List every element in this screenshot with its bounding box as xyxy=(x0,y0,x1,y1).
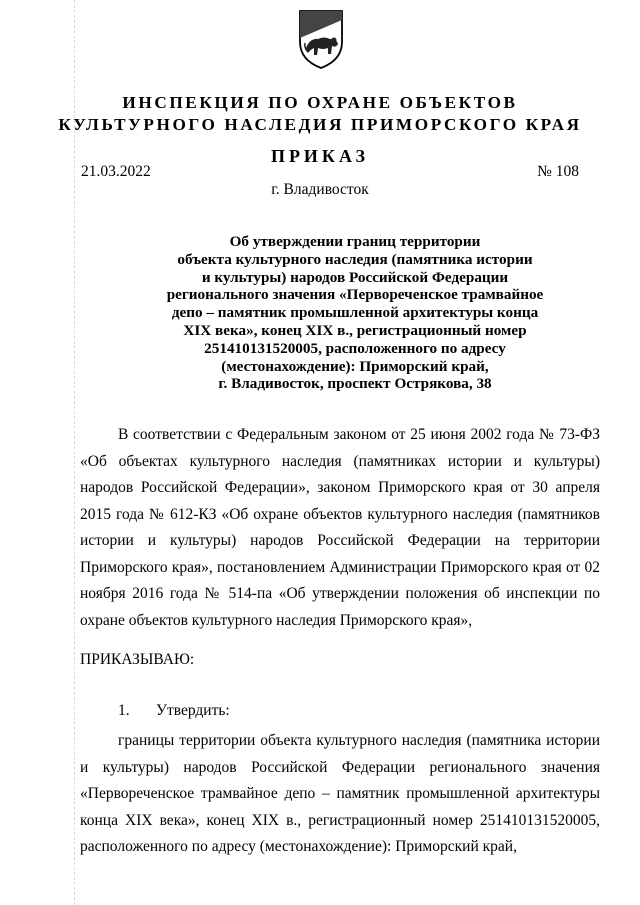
organization-title xyxy=(0,92,640,136)
subject-line: объекта культурного наследия (памятника истории xyxy=(177,250,533,268)
preamble-paragraph: В соответствии с Федеральным законом от 25 июня 2002 года № 73-ФЗ «Об объектах культурного наследия (памятниках истории и культуры) народов Российской Федерации», законом Приморского края от 30 апреля 2015 года № 612-КЗ «Об охране объектов культурного наследия (памятников истории и культуры) народов Российской Федерации на территории Приморского края», постановлением Администрации Приморского края от 02 ноября 2016 года № 514-па «Об утверждении положения об инспекции по охране объектов культурного наследия Приморского края», xyxy=(80,426,600,629)
item-number: 1. xyxy=(118,702,130,719)
subject-line: г. Владивосток, проспект Острякова, 38 xyxy=(218,375,492,393)
order-item-1 xyxy=(118,702,230,720)
org-title-line-1: ИНСПЕКЦИЯ ПО ОХРАНЕ ОБЪЕКТОВ xyxy=(122,93,518,112)
subject-line: XIX века», конец XIX в., регистрационный номер xyxy=(183,321,527,339)
subject-line: и культуры) народов Российской Федерации xyxy=(201,268,509,286)
ordering-clause: ПРИКАЗЫВАЮ: xyxy=(80,651,195,668)
document-date: 21.03.2022 xyxy=(81,163,151,180)
org-title-line-2: КУЛЬТУРНОГО НАСЛЕДИЯ ПРИМОРСКОГО КРАЯ xyxy=(58,115,582,134)
subject-line: (местонахождение): Приморский край, xyxy=(221,357,489,375)
document-city: г. Владивосток xyxy=(271,181,369,198)
subject-line: депо – памятник промышленной архитектуры конца xyxy=(171,304,539,322)
document-number: № 108 xyxy=(537,163,579,180)
subject-line: 251410131520005, расположенного по адресу xyxy=(204,339,506,357)
subject-line: регионального значения «Первореченское трамвайное xyxy=(166,286,544,304)
document-type: ПРИКАЗ xyxy=(270,146,370,166)
primorsky-coat-of-arms-icon xyxy=(296,8,346,70)
order-item-1-text: границы территории объекта культурного наследия (памятника истории и культуры) народов Российской Федерации регионального значения «Первореченское трамвайное депо – памятник промышленной архитектуры конца XIX века», конец XIX в., регистрационный номер 251410131520005, расположенного по адресу (местонахождение): Приморский край, xyxy=(80,732,600,855)
item-label: Утвердить: xyxy=(156,702,230,719)
document-subject xyxy=(130,233,580,393)
subject-line: Об утверждении границ территории xyxy=(229,233,481,250)
